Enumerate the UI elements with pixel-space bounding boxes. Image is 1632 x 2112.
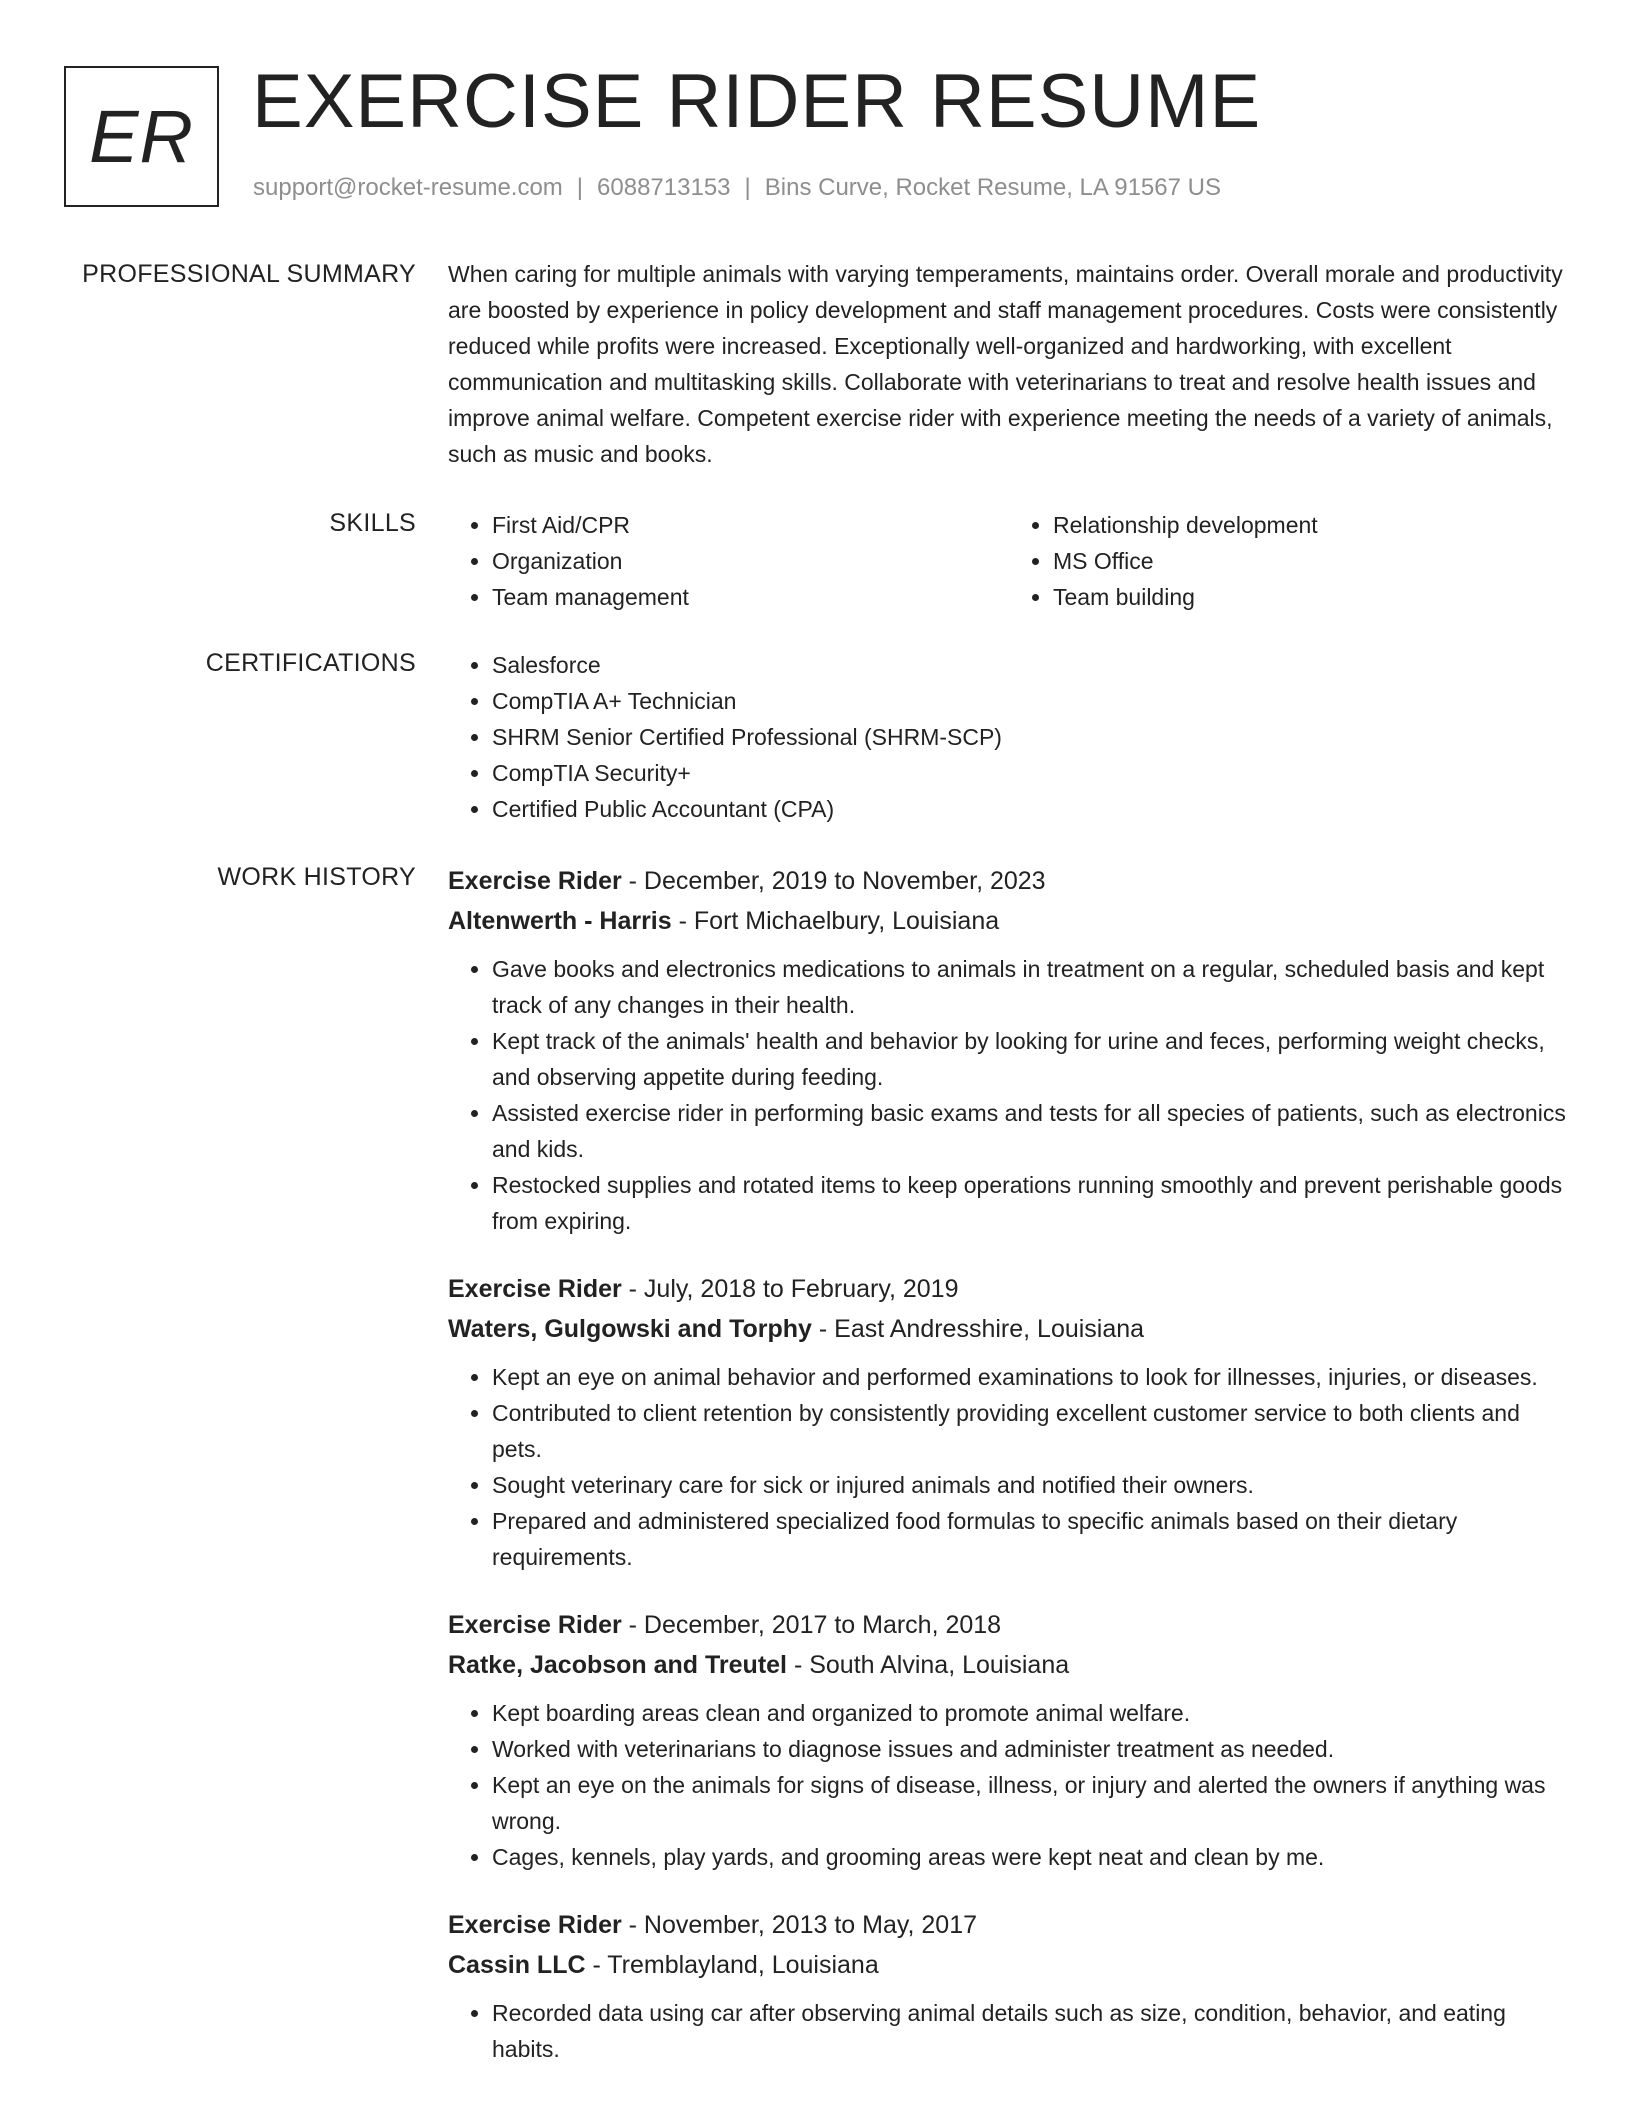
job-title-line — [448, 1269, 1570, 1309]
job-duty: • Prepared and administered specialized food formulas to specific animals based on their dietary requirements. — [492, 1503, 1570, 1575]
skills-list-right — [1009, 507, 1570, 615]
job-company-line — [448, 1309, 1570, 1349]
contact-phone[interactable]: 6088713153 — [597, 174, 731, 201]
resume-title: EXERCISE RIDER RESUME — [252, 59, 1262, 144]
skill-item: • Relationship development — [1053, 507, 1570, 543]
skill-item: • Team management — [492, 579, 1009, 615]
work-history-heading: WORK HISTORY — [217, 863, 416, 891]
job-location: - East Andresshire, Louisiana — [811, 1315, 1145, 1343]
job-company-line — [448, 1945, 1570, 1985]
contact-email[interactable]: support@rocket-resume.com — [253, 174, 563, 201]
job-title: Exercise Rider — [448, 1911, 622, 1939]
job-dates: - November, 2013 to May, 2017 — [621, 1911, 978, 1939]
skills-list-left — [448, 507, 1009, 615]
certification-item: • CompTIA Security+ — [492, 755, 1570, 791]
job-duty: • Contributed to client retention by consistently providing excellent customer service to both clients and pets. — [492, 1395, 1570, 1467]
job-entry — [448, 1269, 1570, 1575]
job-duties-list — [448, 1695, 1570, 1875]
job-title-line — [448, 1605, 1570, 1645]
summary-heading: PROFESSIONAL SUMMARY — [82, 260, 416, 288]
skills-grid — [448, 507, 1570, 615]
skill-item: • MS Office — [1053, 543, 1570, 579]
job-duty: • Cages, kennels, play yards, and grooming areas were kept neat and clean by me. — [492, 1839, 1570, 1875]
job-location: - Fort Michaelbury, Louisiana — [671, 907, 1000, 935]
contact-separator: | — [744, 174, 751, 201]
job-duty: • Kept boarding areas clean and organized to promote animal welfare. — [492, 1695, 1570, 1731]
job-duty: • Gave books and electronics medications to animals in treatment on a regular, scheduled basis and kept track of any changes in their health. — [492, 951, 1570, 1023]
job-entry — [448, 1905, 1570, 2067]
contact-line — [253, 174, 1221, 202]
skill-item: • First Aid/CPR — [492, 507, 1009, 543]
job-title: Exercise Rider — [448, 1275, 622, 1303]
job-duty: • Recorded data using car after observing animal details such as size, condition, behavior, and eating habits. — [492, 1995, 1570, 2067]
job-duty: • Sought veterinary care for sick or injured animals and notified their owners. — [492, 1467, 1570, 1503]
job-dates: - December, 2019 to November, 2023 — [621, 867, 1046, 895]
job-company: Cassin LLC — [448, 1951, 586, 1979]
job-duty: • Restocked supplies and rotated items to keep operations running smoothly and prevent perishable goods from expiring. — [492, 1167, 1570, 1239]
job-company: Waters, Gulgowski and Torphy — [448, 1315, 812, 1343]
job-company: Altenwerth - Harris — [448, 907, 672, 935]
summary-body — [448, 256, 1570, 472]
certifications-heading: CERTIFICATIONS — [205, 649, 416, 677]
job-duty: • Kept an eye on animal behavior and performed examinations to look for illnesses, injuries, or diseases. — [492, 1359, 1570, 1395]
job-location: - South Alvina, Louisiana — [787, 1651, 1070, 1679]
job-title-line — [448, 861, 1570, 901]
contact-address: Bins Curve, Rocket Resume, LA 91567 US — [764, 174, 1221, 201]
job-duties-list — [448, 1995, 1570, 2067]
job-dates: - July, 2018 to February, 2019 — [621, 1275, 959, 1303]
job-location: - Tremblayland, Louisiana — [585, 1951, 879, 1979]
certifications-list — [448, 647, 1570, 827]
monogram-box — [64, 66, 219, 207]
skill-item: • Team building — [1053, 579, 1570, 615]
job-duty: • Kept an eye on the animals for signs of disease, illness, or injury and alerted the owners if anything was wrong. — [492, 1767, 1570, 1839]
job-duties-list — [448, 1359, 1570, 1575]
certifications-body — [448, 647, 1570, 827]
summary-text: When caring for multiple animals with varying temperaments, maintains order. Overall morale and productivity are boosted by experience in policy development and staff management procedures. Costs were consistently reduced while profits were increased. Exceptionally well-organized and hardworking, with excellent communication and multitasking skills. Collaborate with veterinarians to treat and resolve health issues and improve animal welfare. Competent exercise rider with experience meeting the needs of a variety of animals, such as music and books. — [448, 261, 1563, 467]
certification-item: • CompTIA A+ Technician — [492, 683, 1570, 719]
contact-separator: | — [576, 174, 584, 201]
skill-item: • Organization — [492, 543, 1009, 579]
certification-item: • Certified Public Accountant (CPA) — [492, 791, 1570, 827]
job-title: Exercise Rider — [448, 1611, 622, 1639]
job-duty: • Worked with veterinarians to diagnose issues and administer treatment as needed. — [492, 1731, 1570, 1767]
monogram-initials: ER — [89, 95, 194, 178]
job-title: Exercise Rider — [448, 867, 622, 895]
job-duty: • Assisted exercise rider in performing basic exams and tests for all species of patients, such as electronics and kids. — [492, 1095, 1570, 1167]
skills-heading: SKILLS — [329, 509, 416, 537]
job-duty: • Kept track of the animals' health and behavior by looking for urine and feces, performing weight checks, and observing appetite during feeding. — [492, 1023, 1570, 1095]
job-entry — [448, 861, 1570, 1239]
job-title-line — [448, 1905, 1570, 1945]
job-entry — [448, 1605, 1570, 1875]
job-company: Ratke, Jacobson and Treutel — [448, 1651, 787, 1679]
job-dates: - December, 2017 to March, 2018 — [621, 1611, 1002, 1639]
job-company-line — [448, 1645, 1570, 1685]
certification-item: • SHRM Senior Certified Professional (SHRM-SCP) — [492, 719, 1570, 755]
work-history-body — [448, 861, 1570, 2099]
job-duties-list — [448, 951, 1570, 1239]
job-company-line — [448, 901, 1570, 941]
certification-item: • Salesforce — [492, 647, 1570, 683]
